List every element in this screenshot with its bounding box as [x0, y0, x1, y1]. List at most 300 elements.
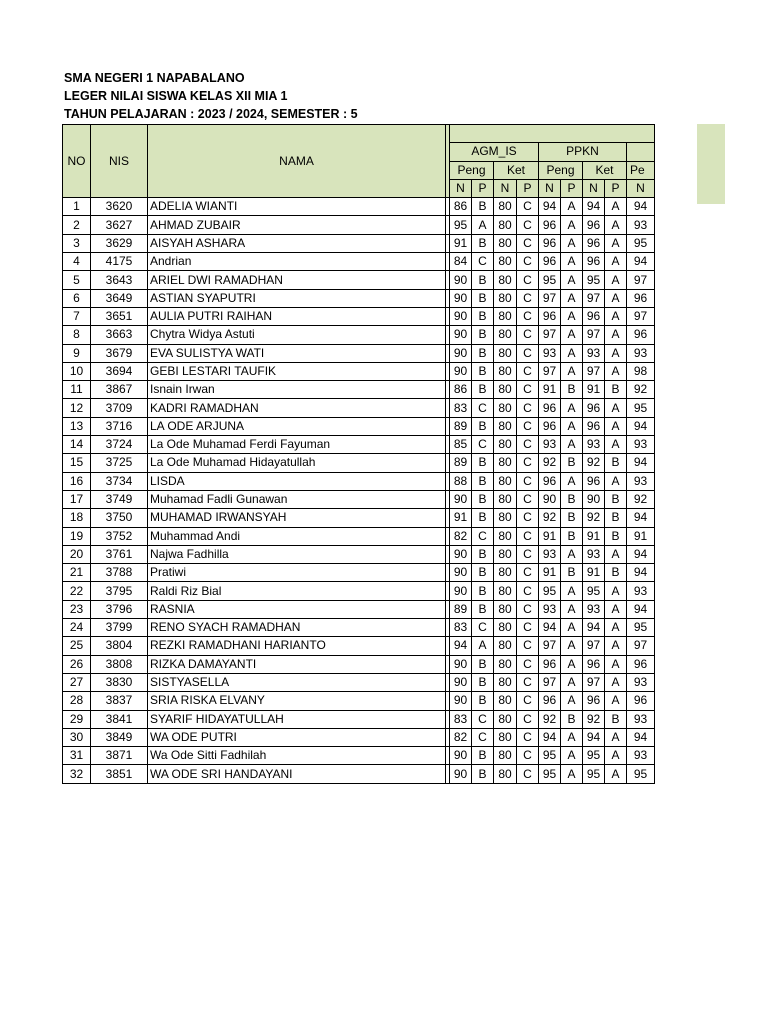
cell-next-peng-n: 94: [627, 198, 655, 216]
school-name: SMA NEGERI 1 NAPABALANO: [64, 71, 245, 85]
cell-agm-peng-p: B: [472, 454, 494, 472]
cell-agm-ket-n: 80: [494, 271, 517, 289]
cell-ppkn-ket-n: 97: [583, 362, 605, 380]
cell-next-peng-n: 93: [627, 344, 655, 362]
agm-peng-p: P: [472, 179, 494, 197]
cell-agm-ket-p: C: [517, 344, 539, 362]
cell-no: 24: [63, 619, 91, 637]
table-row: [63, 692, 655, 710]
cell-ppkn-ket-n: 95: [583, 747, 605, 765]
next-peng-n: N: [627, 179, 655, 197]
table-row: [63, 454, 655, 472]
cell-agm-ket-n: 80: [494, 326, 517, 344]
cell-ppkn-peng-n: 92: [539, 710, 561, 728]
cell-ppkn-peng-p: B: [561, 490, 583, 508]
ledger-title: LEGER NILAI SISWA KELAS XII MIA 1: [64, 89, 288, 103]
cell-ppkn-peng-n: 96: [539, 399, 561, 417]
cell-agm-peng-p: C: [472, 728, 494, 746]
cell-nama: LISDA: [148, 472, 446, 490]
cell-no: 8: [63, 326, 91, 344]
cell-agm-ket-n: 80: [494, 728, 517, 746]
cell-ppkn-ket-p: A: [605, 637, 627, 655]
cell-nama: ARIEL DWI RAMADHAN: [148, 271, 446, 289]
cell-agm-peng-p: B: [472, 344, 494, 362]
cell-no: 17: [63, 490, 91, 508]
cell-ppkn-peng-n: 97: [539, 362, 561, 380]
cell-nis: 3795: [91, 582, 148, 600]
cell-agm-peng-n: 82: [450, 527, 472, 545]
cell-agm-ket-p: C: [517, 307, 539, 325]
cell-ppkn-peng-n: 93: [539, 344, 561, 362]
cell-nama: Muhammad Andi: [148, 527, 446, 545]
cell-agm-ket-p: C: [517, 326, 539, 344]
cell-nis: 3620: [91, 198, 148, 216]
cell-ppkn-ket-n: 96: [583, 307, 605, 325]
cell-next-peng-n: 97: [627, 307, 655, 325]
cell-agm-ket-p: C: [517, 564, 539, 582]
cell-ppkn-ket-p: A: [605, 436, 627, 454]
cell-ppkn-ket-p: A: [605, 655, 627, 673]
cell-agm-peng-p: C: [472, 399, 494, 417]
cell-next-peng-n: 94: [627, 600, 655, 618]
cell-agm-peng-p: B: [472, 307, 494, 325]
cell-next-peng-n: 91: [627, 527, 655, 545]
cell-agm-ket-n: 80: [494, 307, 517, 325]
cell-next-peng-n: 93: [627, 710, 655, 728]
cell-no: 11: [63, 381, 91, 399]
cell-ppkn-ket-n: 97: [583, 673, 605, 691]
cell-agm-peng-n: 91: [450, 509, 472, 527]
cell-agm-peng-p: B: [472, 692, 494, 710]
cell-nis: 3799: [91, 619, 148, 637]
table-row: [63, 673, 655, 691]
cell-agm-peng-p: B: [472, 545, 494, 563]
cell-ppkn-peng-n: 91: [539, 527, 561, 545]
table-row: [63, 436, 655, 454]
cell-ppkn-ket-n: 97: [583, 289, 605, 307]
table-row: [63, 216, 655, 234]
table-row: [63, 728, 655, 746]
cell-ppkn-peng-n: 93: [539, 600, 561, 618]
cell-nama: La Ode Muhamad Ferdi Fayuman: [148, 436, 446, 454]
cell-agm-peng-n: 90: [450, 362, 472, 380]
cell-agm-ket-n: 80: [494, 381, 517, 399]
cell-agm-peng-p: C: [472, 436, 494, 454]
cell-no: 13: [63, 417, 91, 435]
cell-ppkn-ket-p: A: [605, 216, 627, 234]
academic-year: TAHUN PELAJARAN : 2023 / 2024, SEMESTER : 5: [64, 107, 358, 121]
cell-no: 2: [63, 216, 91, 234]
cell-no: 25: [63, 637, 91, 655]
cell-nis: 3663: [91, 326, 148, 344]
cell-ppkn-peng-n: 96: [539, 307, 561, 325]
table-row: [63, 472, 655, 490]
cell-no: 28: [63, 692, 91, 710]
cell-ppkn-peng-n: 96: [539, 692, 561, 710]
cell-ppkn-ket-n: 91: [583, 564, 605, 582]
cell-nama: LA ODE ARJUNA: [148, 417, 446, 435]
cell-ppkn-peng-n: 94: [539, 728, 561, 746]
cell-ppkn-peng-p: B: [561, 381, 583, 399]
table-row: [63, 344, 655, 362]
cell-ppkn-peng-p: A: [561, 472, 583, 490]
cell-ppkn-peng-n: 95: [539, 582, 561, 600]
cell-ppkn-peng-p: A: [561, 234, 583, 252]
cell-agm-peng-n: 89: [450, 600, 472, 618]
cell-next-peng-n: 94: [627, 454, 655, 472]
cell-ppkn-peng-p: A: [561, 582, 583, 600]
cell-agm-ket-n: 80: [494, 600, 517, 618]
cell-nis: 3830: [91, 673, 148, 691]
cell-next-peng-n: 96: [627, 655, 655, 673]
cell-agm-ket-n: 80: [494, 527, 517, 545]
cell-nis: 3871: [91, 747, 148, 765]
cell-agm-ket-n: 80: [494, 362, 517, 380]
cell-nis: 3651: [91, 307, 148, 325]
cell-ppkn-ket-p: A: [605, 417, 627, 435]
cell-ppkn-peng-p: A: [561, 747, 583, 765]
cell-nis: 3837: [91, 692, 148, 710]
cell-ppkn-ket-p: A: [605, 472, 627, 490]
cell-agm-peng-p: C: [472, 527, 494, 545]
cell-agm-ket-n: 80: [494, 710, 517, 728]
table-row: [63, 198, 655, 216]
agm-peng: Peng: [450, 161, 494, 179]
cell-agm-ket-n: 80: [494, 344, 517, 362]
cell-agm-ket-n: 80: [494, 692, 517, 710]
cell-nis: 3796: [91, 600, 148, 618]
cell-next-peng-n: 93: [627, 472, 655, 490]
cell-nis: 3709: [91, 399, 148, 417]
table-row: [63, 271, 655, 289]
cell-agm-ket-p: C: [517, 619, 539, 637]
cell-next-peng-n: 93: [627, 673, 655, 691]
cell-agm-peng-n: 90: [450, 673, 472, 691]
cell-nama: Raldi Riz Bial: [148, 582, 446, 600]
cell-agm-peng-p: B: [472, 198, 494, 216]
cell-ppkn-peng-n: 93: [539, 436, 561, 454]
cell-no: 1: [63, 198, 91, 216]
cell-agm-peng-n: 89: [450, 454, 472, 472]
cell-ppkn-peng-p: A: [561, 436, 583, 454]
cell-agm-peng-p: B: [472, 765, 494, 783]
cell-next-peng-n: 94: [627, 564, 655, 582]
cell-ppkn-peng-p: B: [561, 710, 583, 728]
cell-no: 14: [63, 436, 91, 454]
cell-agm-peng-n: 89: [450, 417, 472, 435]
cell-nis: 3734: [91, 472, 148, 490]
cell-next-peng-n: 96: [627, 289, 655, 307]
table-row: [63, 545, 655, 563]
cell-next-peng-n: 98: [627, 362, 655, 380]
cell-agm-peng-n: 90: [450, 490, 472, 508]
next-peng-partial: Pe: [627, 161, 655, 179]
table-row: [63, 490, 655, 508]
cell-ppkn-peng-n: 95: [539, 765, 561, 783]
cell-ppkn-ket-p: A: [605, 362, 627, 380]
cell-next-peng-n: 96: [627, 326, 655, 344]
cell-ppkn-ket-n: 96: [583, 655, 605, 673]
cell-no: 27: [63, 673, 91, 691]
cell-agm-peng-p: B: [472, 564, 494, 582]
cell-ppkn-ket-p: A: [605, 307, 627, 325]
cell-next-peng-n: 93: [627, 436, 655, 454]
cell-agm-peng-n: 83: [450, 399, 472, 417]
cell-agm-ket-n: 80: [494, 454, 517, 472]
cell-agm-peng-n: 90: [450, 747, 472, 765]
cell-ppkn-ket-n: 97: [583, 637, 605, 655]
cell-ppkn-ket-n: 95: [583, 582, 605, 600]
cell-agm-peng-n: 90: [450, 765, 472, 783]
cell-agm-peng-p: B: [472, 472, 494, 490]
cell-agm-ket-p: C: [517, 509, 539, 527]
cell-ppkn-ket-p: B: [605, 490, 627, 508]
table-row: [63, 564, 655, 582]
cell-ppkn-peng-n: 97: [539, 673, 561, 691]
cell-ppkn-ket-p: A: [605, 747, 627, 765]
cell-ppkn-peng-n: 97: [539, 637, 561, 655]
cell-agm-peng-n: 90: [450, 326, 472, 344]
cell-agm-ket-n: 80: [494, 253, 517, 271]
table-row: [63, 637, 655, 655]
cell-agm-peng-n: 90: [450, 655, 472, 673]
table-row: [63, 234, 655, 252]
cell-ppkn-peng-n: 96: [539, 472, 561, 490]
cell-ppkn-ket-p: A: [605, 692, 627, 710]
cell-ppkn-ket-n: 96: [583, 692, 605, 710]
cell-nis: 3694: [91, 362, 148, 380]
cell-ppkn-peng-p: A: [561, 326, 583, 344]
cell-agm-ket-n: 80: [494, 436, 517, 454]
ppkn-ket-p: P: [605, 179, 627, 197]
cell-nama: AHMAD ZUBAIR: [148, 216, 446, 234]
ppkn-peng: Peng: [539, 161, 583, 179]
agm-ket-p: P: [517, 179, 539, 197]
cell-agm-ket-p: C: [517, 747, 539, 765]
table-row: [63, 307, 655, 325]
cell-next-peng-n: 95: [627, 234, 655, 252]
cell-ppkn-ket-n: 97: [583, 326, 605, 344]
cell-nama: REZKI RAMADHANI HARIANTO: [148, 637, 446, 655]
cell-ppkn-peng-n: 96: [539, 417, 561, 435]
cell-nis: 3679: [91, 344, 148, 362]
cell-nama: ASTIAN SYAPUTRI: [148, 289, 446, 307]
cell-ppkn-ket-p: B: [605, 509, 627, 527]
cell-ppkn-peng-n: 96: [539, 253, 561, 271]
cell-ppkn-peng-n: 96: [539, 655, 561, 673]
cell-agm-peng-n: 90: [450, 271, 472, 289]
cell-agm-peng-n: 83: [450, 619, 472, 637]
cell-ppkn-ket-n: 91: [583, 527, 605, 545]
cell-no: 21: [63, 564, 91, 582]
cell-agm-peng-n: 83: [450, 710, 472, 728]
cell-agm-ket-n: 80: [494, 399, 517, 417]
cell-ppkn-ket-n: 96: [583, 472, 605, 490]
table-row: [63, 527, 655, 545]
cell-agm-peng-p: C: [472, 619, 494, 637]
cell-agm-ket-p: C: [517, 655, 539, 673]
cell-agm-peng-p: C: [472, 253, 494, 271]
cell-ppkn-peng-p: B: [561, 509, 583, 527]
table-row: [63, 381, 655, 399]
cell-nis: 4175: [91, 253, 148, 271]
cell-next-peng-n: 97: [627, 637, 655, 655]
cell-agm-ket-n: 80: [494, 747, 517, 765]
document-header: [64, 69, 358, 123]
cell-nama: RASNIA: [148, 600, 446, 618]
cell-ppkn-ket-p: A: [605, 728, 627, 746]
cell-no: 23: [63, 600, 91, 618]
cell-ppkn-ket-p: B: [605, 710, 627, 728]
col-header-nama: NAMA: [148, 125, 446, 198]
cell-nis: 3841: [91, 710, 148, 728]
cell-agm-peng-n: 95: [450, 216, 472, 234]
cell-ppkn-ket-p: A: [605, 289, 627, 307]
cell-agm-ket-n: 80: [494, 234, 517, 252]
cell-nama: Muhamad Fadli Gunawan: [148, 490, 446, 508]
cell-ppkn-ket-n: 93: [583, 600, 605, 618]
grade-table: [62, 124, 655, 784]
cell-agm-peng-p: B: [472, 381, 494, 399]
cell-agm-ket-p: C: [517, 545, 539, 563]
cell-nama: AISYAH ASHARA: [148, 234, 446, 252]
cell-nis: 3749: [91, 490, 148, 508]
cell-agm-peng-p: B: [472, 655, 494, 673]
col-header-nis: NIS: [91, 125, 148, 198]
cell-agm-peng-n: 90: [450, 692, 472, 710]
cell-nis: 3629: [91, 234, 148, 252]
cell-agm-peng-n: 94: [450, 637, 472, 655]
cell-no: 32: [63, 765, 91, 783]
cell-ppkn-ket-n: 94: [583, 728, 605, 746]
cell-ppkn-ket-p: A: [605, 582, 627, 600]
cell-agm-ket-p: C: [517, 271, 539, 289]
cell-ppkn-ket-p: A: [605, 271, 627, 289]
cell-agm-ket-n: 80: [494, 582, 517, 600]
cell-agm-peng-n: 86: [450, 381, 472, 399]
cell-agm-peng-n: 85: [450, 436, 472, 454]
cell-agm-peng-p: B: [472, 289, 494, 307]
cell-ppkn-peng-p: A: [561, 362, 583, 380]
cell-agm-peng-n: 90: [450, 344, 472, 362]
cell-ppkn-peng-n: 93: [539, 545, 561, 563]
cell-ppkn-peng-n: 92: [539, 454, 561, 472]
cell-next-peng-n: 94: [627, 509, 655, 527]
cell-agm-ket-p: C: [517, 582, 539, 600]
cell-agm-ket-p: C: [517, 234, 539, 252]
cell-nis: 3725: [91, 454, 148, 472]
cell-agm-ket-n: 80: [494, 472, 517, 490]
cell-ppkn-peng-p: B: [561, 527, 583, 545]
cell-agm-peng-n: 91: [450, 234, 472, 252]
header-fill-overflow: [697, 124, 725, 204]
cell-ppkn-ket-n: 96: [583, 216, 605, 234]
cell-nis: 3804: [91, 637, 148, 655]
table-row: [63, 253, 655, 271]
cell-nama: SYARIF HIDAYATULLAH: [148, 710, 446, 728]
cell-next-peng-n: 94: [627, 728, 655, 746]
cell-agm-peng-p: B: [472, 600, 494, 618]
cell-ppkn-peng-p: A: [561, 198, 583, 216]
table-row: [63, 509, 655, 527]
cell-nama: AULIA PUTRI RAIHAN: [148, 307, 446, 325]
cell-ppkn-peng-p: A: [561, 655, 583, 673]
cell-ppkn-peng-n: 96: [539, 234, 561, 252]
cell-no: 30: [63, 728, 91, 746]
cell-nis: 3761: [91, 545, 148, 563]
cell-nama: EVA SULISTYA WATI: [148, 344, 446, 362]
cell-ppkn-ket-p: A: [605, 344, 627, 362]
cell-ppkn-peng-n: 90: [539, 490, 561, 508]
cell-nama: WA ODE SRI HANDAYANI: [148, 765, 446, 783]
cell-ppkn-peng-n: 94: [539, 619, 561, 637]
cell-agm-peng-p: B: [472, 362, 494, 380]
cell-agm-ket-p: C: [517, 362, 539, 380]
cell-next-peng-n: 94: [627, 253, 655, 271]
cell-nama: RIZKA DAMAYANTI: [148, 655, 446, 673]
cell-ppkn-peng-p: A: [561, 728, 583, 746]
cell-agm-ket-n: 80: [494, 490, 517, 508]
cell-agm-ket-n: 80: [494, 289, 517, 307]
cell-agm-ket-p: C: [517, 472, 539, 490]
cell-no: 10: [63, 362, 91, 380]
cell-agm-peng-n: 84: [450, 253, 472, 271]
cell-ppkn-peng-n: 94: [539, 198, 561, 216]
cell-no: 18: [63, 509, 91, 527]
ppkn-ket: Ket: [583, 161, 627, 179]
cell-agm-ket-p: C: [517, 527, 539, 545]
table-row: [63, 710, 655, 728]
cell-agm-ket-n: 80: [494, 655, 517, 673]
ppkn-peng-p: P: [561, 179, 583, 197]
cell-next-peng-n: 93: [627, 747, 655, 765]
cell-nis: 3752: [91, 527, 148, 545]
cell-ppkn-peng-n: 92: [539, 509, 561, 527]
table-row: [63, 417, 655, 435]
table-row: [63, 289, 655, 307]
cell-agm-ket-p: C: [517, 198, 539, 216]
cell-next-peng-n: 95: [627, 399, 655, 417]
cell-next-peng-n: 96: [627, 692, 655, 710]
cell-ppkn-ket-n: 92: [583, 710, 605, 728]
cell-ppkn-ket-p: A: [605, 234, 627, 252]
cell-ppkn-peng-p: A: [561, 344, 583, 362]
cell-agm-ket-p: C: [517, 436, 539, 454]
table-row: [63, 747, 655, 765]
cell-agm-peng-p: B: [472, 509, 494, 527]
table-row: [63, 619, 655, 637]
cell-ppkn-ket-n: 93: [583, 344, 605, 362]
cell-nama: RENO SYACH RAMADHAN: [148, 619, 446, 637]
cell-ppkn-ket-p: A: [605, 326, 627, 344]
cell-agm-ket-n: 80: [494, 509, 517, 527]
cell-nis: 3867: [91, 381, 148, 399]
cell-agm-ket-n: 80: [494, 417, 517, 435]
cell-ppkn-peng-p: B: [561, 564, 583, 582]
cell-no: 12: [63, 399, 91, 417]
cell-agm-ket-n: 80: [494, 765, 517, 783]
cell-ppkn-ket-n: 96: [583, 399, 605, 417]
cell-nama: La Ode Muhamad Hidayatullah: [148, 454, 446, 472]
subject-next: [627, 143, 655, 161]
cell-next-peng-n: 94: [627, 417, 655, 435]
cell-agm-ket-p: C: [517, 454, 539, 472]
cell-nis: 3627: [91, 216, 148, 234]
cell-ppkn-ket-n: 92: [583, 509, 605, 527]
cell-agm-ket-n: 80: [494, 545, 517, 563]
cell-next-peng-n: 92: [627, 490, 655, 508]
cell-ppkn-peng-n: 96: [539, 216, 561, 234]
